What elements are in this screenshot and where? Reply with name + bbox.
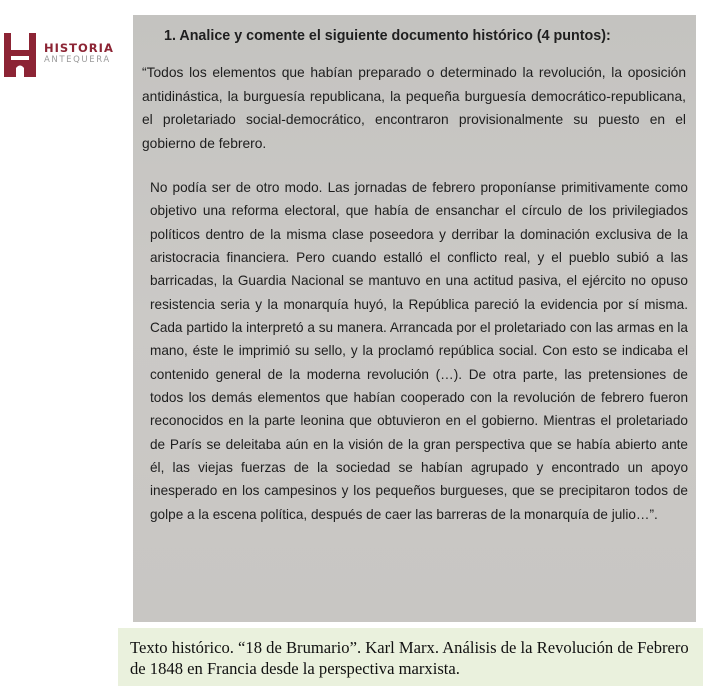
quote-paragraph-2: No podía ser de otro modo. Las jornadas de febrero proponíanse primitivamente como objetivo una reforma electoral, que había de ensanchar el círculo de los privilegiados políticos dentro de la misma clase poseedora y derribar la dominación exclusiva de la aristocracia financiera. Pero cuando estalló el conflicto real, y el pueblo subió a las barricadas, la Guardia Nacional se mantuvo en una actitud pasiva, el ejército no opuso resistencia seria y la monarquía huyó, la República pareció la evidencia por sí misma. Cada partido la interpretó a su manera. Arrancada por el proletariado con las armas en la mano, éste le imprimió su sello, y la proclamó república social. Con esto se indicaba el contenido general de la moderna revolución (…). De otra parte, las pretensiones de todos los demás elementos que habían cooperado con la revolución de febrero fueron reconocidos en la parte leonina que obtuvieron en el gobierno. Mientras el proletariado de París se deleitaba aún en la visión de la gran perspectiva que se había abierto ante él, las viejas fuerzas de la sociedad se habían agrupado y encontrado un apoyo inesperado en los campesinos y los pequeños burgueses, que se precipitaron todos de golpe a la escena política, después de caer las barreras de la monarquía de julio…”. <box>150 180 688 522</box>
historia-antequera-logo-icon <box>4 33 36 77</box>
quote-paragraph-1: “Todos los elementos que habían preparado o determinado la revolución, la oposición antidinástica, la burguesía republicana, la pequeña burguesía democrático-republicana, el proletariado social-democrático, encontraron provisionalmente su puesto en el gobierno de febrero. <box>142 65 686 151</box>
logo-subtitle: ANTEQUERA <box>44 55 111 65</box>
source-caption: Texto histórico. “18 de Brumario”. Karl Marx. Análisis de la Revolución de Febrero de 1848 en Francia desde la perspectiva marxista. <box>118 628 703 686</box>
logo-title: HISTORIA <box>44 41 114 55</box>
question-heading: 1. Analice y comente el siguiente documento histórico (4 puntos): <box>164 28 611 44</box>
logo <box>4 33 122 79</box>
document-photo <box>133 15 696 622</box>
